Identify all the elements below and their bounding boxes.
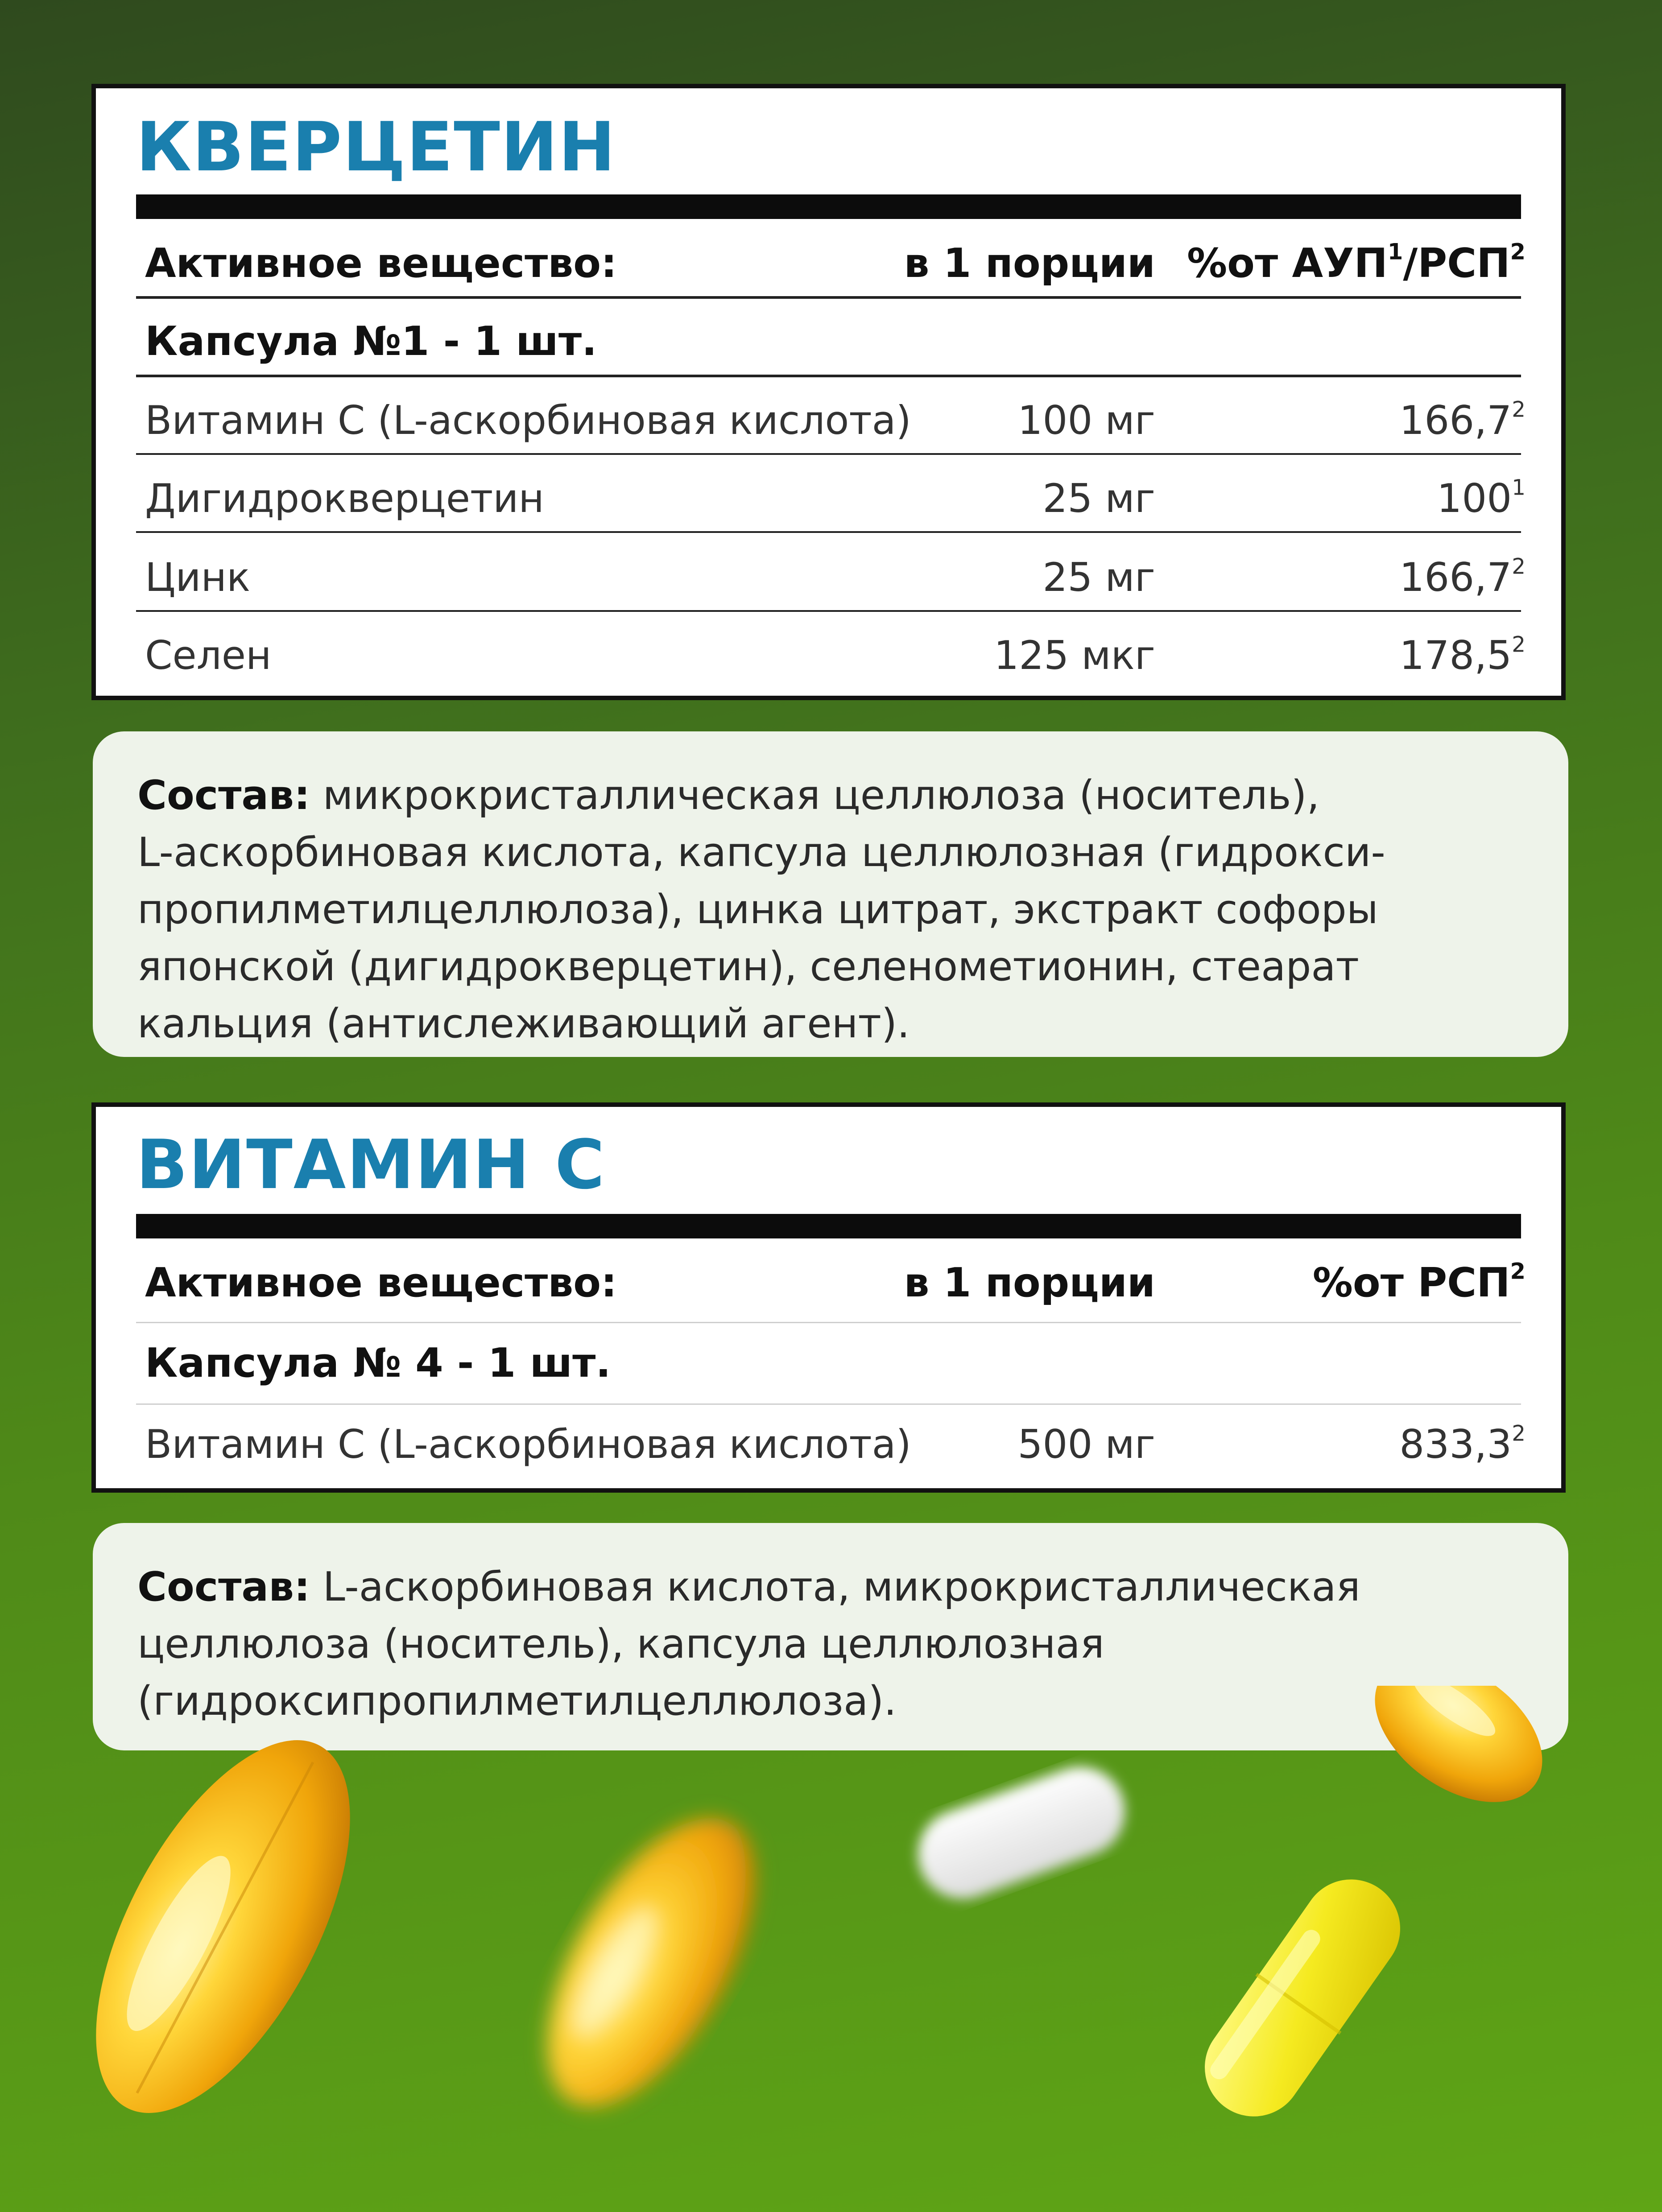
composition-line <box>137 767 1524 824</box>
header-sup1: 1 <box>1387 239 1403 265</box>
composition-line: целлюлоза (носитель), капсула целлюлозная <box>137 1621 1104 1667</box>
quercetin-title: КВЕРЦЕТИН <box>136 107 616 186</box>
header-substance: Активное вещество: <box>145 240 617 287</box>
quercetin-panel <box>91 84 1566 700</box>
capsules-illustration <box>0 1686 1662 2212</box>
divider <box>136 375 1521 377</box>
row-percent <box>1399 629 1526 682</box>
row-percent-sup: 2 <box>1512 1421 1526 1446</box>
header-sup2: 2 <box>1510 1258 1526 1284</box>
composition-text: L-аскорбиновая кислота, микрокристаллическая <box>310 1564 1360 1610</box>
capsule-label: Капсула №1 - 1 шт. <box>145 318 597 365</box>
capsule-label: Капсула № 4 - 1 шт. <box>145 1340 611 1387</box>
row-percent-value: 166,7 <box>1399 554 1512 600</box>
header-percent <box>1313 1256 1526 1310</box>
row-percent-value: 178,5 <box>1399 632 1512 678</box>
header-percent-aup: %от АУП <box>1187 240 1388 287</box>
vitamin-c-panel <box>91 1102 1566 1493</box>
vitamin-c-header-bar <box>136 1214 1521 1238</box>
table-row <box>145 629 1526 682</box>
row-name: Цинк <box>145 554 251 600</box>
row-percent-sup: 2 <box>1512 554 1526 579</box>
vitamin-c-capsule-label <box>145 1337 1526 1390</box>
quercetin-composition <box>93 731 1568 1057</box>
row-percent-value: 166,7 <box>1399 397 1512 443</box>
composition-line: L-аскорбиновая кислота, капсула целлюлозная (гидрокси- <box>137 829 1385 876</box>
row-percent-sup: 2 <box>1512 397 1526 422</box>
header-per-serving: в 1 порции <box>904 1259 1155 1306</box>
table-row <box>145 1418 1526 1471</box>
composition-line: кальция (антислеживающий агент). <box>137 1000 910 1047</box>
composition-label: Состав: <box>137 1564 310 1610</box>
softgel-capsule-icon <box>1348 1686 1568 1832</box>
composition-text: микрокристаллическая целлюлоза (носитель), <box>310 772 1320 819</box>
composition-label: Состав: <box>137 772 310 819</box>
row-amount: 125 мкг <box>994 632 1155 678</box>
row-name: Дигидрокверцетин <box>145 475 544 521</box>
divider <box>136 610 1521 612</box>
header-percent-rsp: /РСП <box>1403 240 1510 287</box>
row-percent-sup: 2 <box>1512 632 1526 657</box>
divider <box>136 453 1521 455</box>
header-percent-rsp: %от РСП <box>1312 1259 1510 1306</box>
row-percent-value: 833,3 <box>1399 1421 1512 1467</box>
composition-line <box>137 1559 1524 1616</box>
divider <box>136 531 1521 533</box>
row-percent <box>1437 472 1526 525</box>
quercetin-table-header <box>145 237 1526 290</box>
row-amount: 25 мг <box>1042 475 1155 521</box>
row-amount: 25 мг <box>1042 554 1155 600</box>
white-capsule-icon <box>905 1754 1137 1911</box>
row-percent-sup: 1 <box>1512 475 1526 500</box>
quercetin-capsule-label <box>145 315 1526 368</box>
row-amount: 500 мг <box>1017 1421 1155 1467</box>
row-percent-value: 100 <box>1437 475 1512 521</box>
divider <box>136 1403 1521 1405</box>
softgel-capsule-icon <box>505 1785 797 2139</box>
quercetin-header-bar <box>136 194 1521 219</box>
composition-line: (гидроксипропилметилцеллюлоза). <box>137 1678 897 1725</box>
table-row <box>145 472 1526 525</box>
vitamin-c-table-header <box>145 1256 1526 1310</box>
table-row <box>145 551 1526 604</box>
table-row <box>145 394 1526 447</box>
row-percent <box>1399 551 1526 604</box>
row-percent <box>1399 394 1526 447</box>
row-amount: 100 мг <box>1017 397 1155 443</box>
row-name: Селен <box>145 632 272 678</box>
softgel-capsule-icon <box>44 1701 402 2151</box>
composition-line: пропилметилцеллюлоза), цинка цитрат, экстракт софоры <box>137 886 1378 933</box>
header-substance: Активное вещество: <box>145 1259 617 1306</box>
row-name: Витамин С (L-аскорбиновая кислота) <box>145 1421 911 1467</box>
header-percent <box>1187 237 1526 290</box>
row-percent <box>1399 1418 1526 1471</box>
divider <box>136 296 1521 299</box>
vitamin-c-title: ВИТАМИН С <box>136 1125 606 1204</box>
row-name: Витамин С (L-аскорбиновая кислота) <box>145 397 911 443</box>
yellow-capsule-icon <box>1184 1859 1422 2137</box>
header-sup2: 2 <box>1510 239 1526 265</box>
divider <box>136 1322 1521 1323</box>
header-per-serving: в 1 порции <box>904 240 1155 287</box>
composition-line: японской (дигидрокверцетин), селенометионин, стеарат <box>137 943 1359 990</box>
